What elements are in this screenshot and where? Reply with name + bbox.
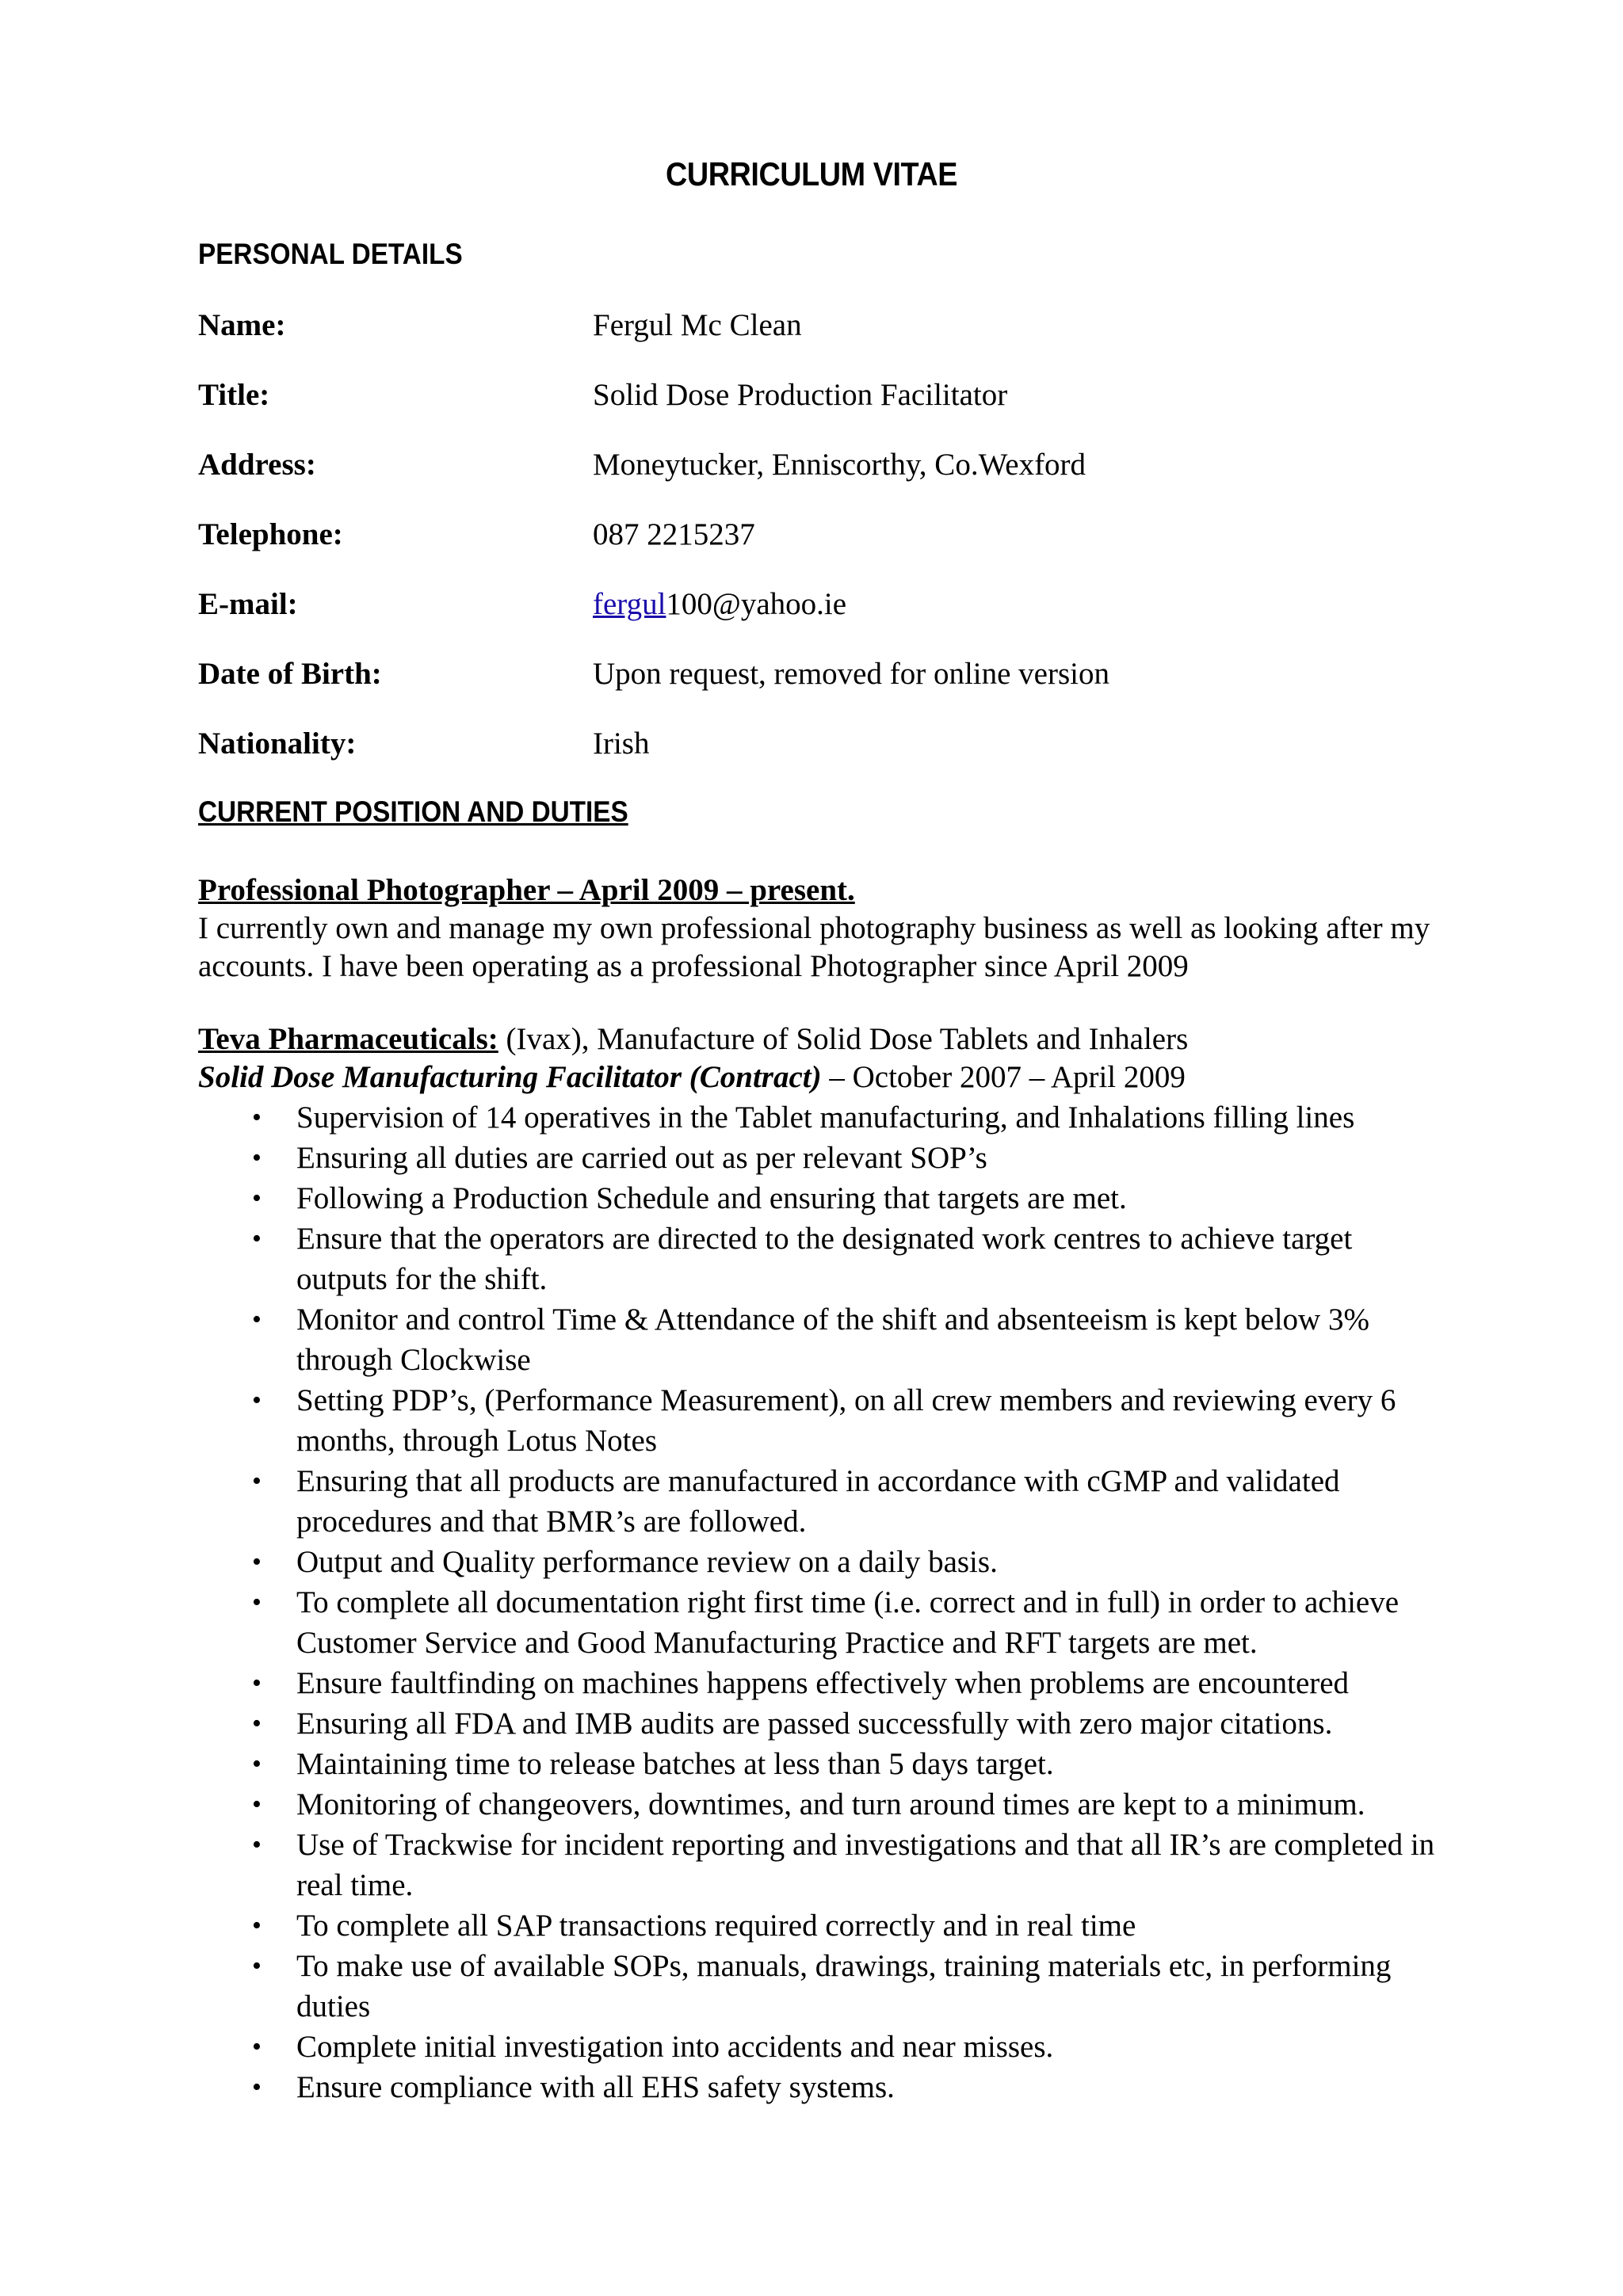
list-item [198, 1219, 1450, 1299]
field-address [198, 447, 1466, 486]
bullet-icon: • [252, 1305, 262, 1334]
bullet-icon: • [252, 1103, 262, 1132]
duty-text: Ensuring all FDA and IMB audits are passed successfully with zero major citations. [296, 1707, 1333, 1741]
bullet-icon: • [252, 1547, 262, 1577]
list-item [198, 1380, 1450, 1461]
photographer-job-title: Professional Photographer – April 2009 – present. [198, 873, 855, 907]
field-value: Upon request, removed for online version [593, 657, 1109, 691]
list-item [198, 1461, 1450, 1542]
bullet-icon: • [252, 1830, 262, 1859]
bullet-icon: • [252, 1224, 262, 1253]
teva-company-line [198, 1020, 1450, 1058]
list-item [198, 1744, 1450, 1784]
current-position-heading: CURRENT POSITION AND DUTIES [198, 795, 628, 828]
list-item [198, 1946, 1450, 2027]
bullet-icon: • [252, 1143, 262, 1173]
field-telephone [198, 517, 1466, 556]
field-label: Nationality: [198, 727, 357, 761]
duty-text: Supervision of 14 operatives in the Tablet manufacturing, and Inhalations filling lines [296, 1100, 1355, 1135]
personal-details-heading: PERSONAL DETAILS [198, 238, 463, 270]
duty-text: Use of Trackwise for incident reporting and investigations and that all IR’s are completed in real time. [296, 1828, 1435, 1902]
field-value: Irish [593, 727, 650, 761]
list-item [198, 2027, 1450, 2067]
bullet-icon: • [252, 1911, 262, 1940]
field-value: 087 2215237 [593, 517, 755, 551]
document-title: CURRICULUM VITAE [666, 155, 957, 193]
email-domain: 100@yahoo.ie [666, 587, 847, 621]
field-label: Address: [198, 448, 316, 482]
field-value: Fergul Mc Clean [593, 308, 802, 342]
teva-role: Solid Dose Manufacturing Facilitator (Contract) [198, 1060, 822, 1094]
duty-text: Monitor and control Time & Attendance of the shift and absenteeism is kept below 3% through Clockwise [296, 1302, 1369, 1377]
bullet-icon: • [252, 1749, 262, 1779]
duties-list [198, 1097, 1450, 2107]
duty-text: Ensure that the operators are directed to the designated work centres to achieve target outputs for the shift. [296, 1222, 1353, 1296]
duty-text: Ensure faultfinding on machines happens effectively when problems are encountered [296, 1666, 1350, 1700]
duty-text: Ensuring that all products are manufactured in accordance with cGMP and validated procedures and that BMR’s are followed. [296, 1464, 1340, 1539]
duty-text: To complete all SAP transactions required correctly and in real time [296, 1909, 1136, 1943]
duty-text: Output and Quality performance review on a daily basis. [296, 1545, 998, 1579]
list-item [198, 1178, 1450, 1219]
bullet-icon: • [252, 1386, 262, 1415]
list-item [198, 1582, 1450, 1663]
list-item [198, 1299, 1450, 1380]
duty-text: Ensuring all duties are carried out as per relevant SOP’s [296, 1141, 987, 1175]
field-label: E-mail: [198, 587, 298, 621]
bullet-icon: • [252, 1790, 262, 1819]
teva-role-line [198, 1058, 1450, 1097]
list-item [198, 1097, 1450, 1138]
duty-text: To complete all documentation right first time (i.e. correct and in full) in order to achieve Customer Service and Good Manufacturing Practice and RFT targets are met. [296, 1585, 1400, 1660]
list-item [198, 2067, 1450, 2107]
duty-text: Maintaining time to release batches at less than 5 days target. [296, 1747, 1054, 1781]
field-label: Name: [198, 308, 286, 342]
teva-company-name: Teva Pharmaceuticals: [198, 1022, 498, 1056]
field-email [198, 586, 1466, 626]
field-value [593, 586, 846, 622]
duty-text: Complete initial investigation into accidents and near misses. [296, 2030, 1054, 2064]
duty-text: Ensure compliance with all EHS safety systems. [296, 2070, 895, 2104]
field-label: Date of Birth: [198, 657, 382, 691]
field-label: Telephone: [198, 517, 343, 551]
field-label: Title: [198, 378, 270, 412]
duty-text: Setting PDP’s, (Performance Measurement), on all crew members and reviewing every 6 months, through Lotus Notes [296, 1383, 1396, 1458]
list-item [198, 1703, 1450, 1744]
list-item [198, 1784, 1450, 1825]
bullet-icon: • [252, 1588, 262, 1617]
duty-text: Following a Production Schedule and ensuring that targets are met. [296, 1181, 1127, 1215]
list-item [198, 1542, 1450, 1582]
list-item [198, 1138, 1450, 1178]
field-name [198, 307, 1466, 347]
bullet-icon: • [252, 1184, 262, 1213]
list-item [198, 1825, 1450, 1905]
bullet-icon: • [252, 1951, 262, 1981]
teva-role-dates: – October 2007 – April 2009 [821, 1060, 1186, 1094]
photographer-description: I currently own and manage my own professional photography business as well as looking after my accounts. I have been operating as a professional Photographer since April 2009 [198, 911, 1430, 983]
bullet-icon: • [252, 1669, 262, 1698]
field-nationality [198, 726, 1466, 765]
field-value: Moneytucker, Enniscorthy, Co.Wexford [593, 448, 1086, 482]
bullet-icon: • [252, 2032, 262, 2061]
bullet-icon: • [252, 2073, 262, 2102]
list-item [198, 1663, 1450, 1703]
field-date-of-birth [198, 656, 1466, 696]
teva-company-detail: (Ivax), Manufacture of Solid Dose Tablets and Inhalers [498, 1022, 1189, 1056]
duty-text: To make use of available SOPs, manuals, drawings, training materials etc, in performing duties [296, 1949, 1392, 2023]
bullet-icon: • [252, 1709, 262, 1738]
duty-text: Monitoring of changeovers, downtimes, and turn around times are kept to a minimum. [296, 1787, 1365, 1821]
list-item [198, 1905, 1450, 1946]
field-title [198, 377, 1466, 417]
teva-entry [198, 1020, 1450, 1097]
field-value: Solid Dose Production Facilitator [593, 378, 1008, 412]
photographer-entry [198, 871, 1450, 986]
bullet-icon: • [252, 1466, 262, 1496]
email-link[interactable]: fergul [593, 587, 666, 621]
